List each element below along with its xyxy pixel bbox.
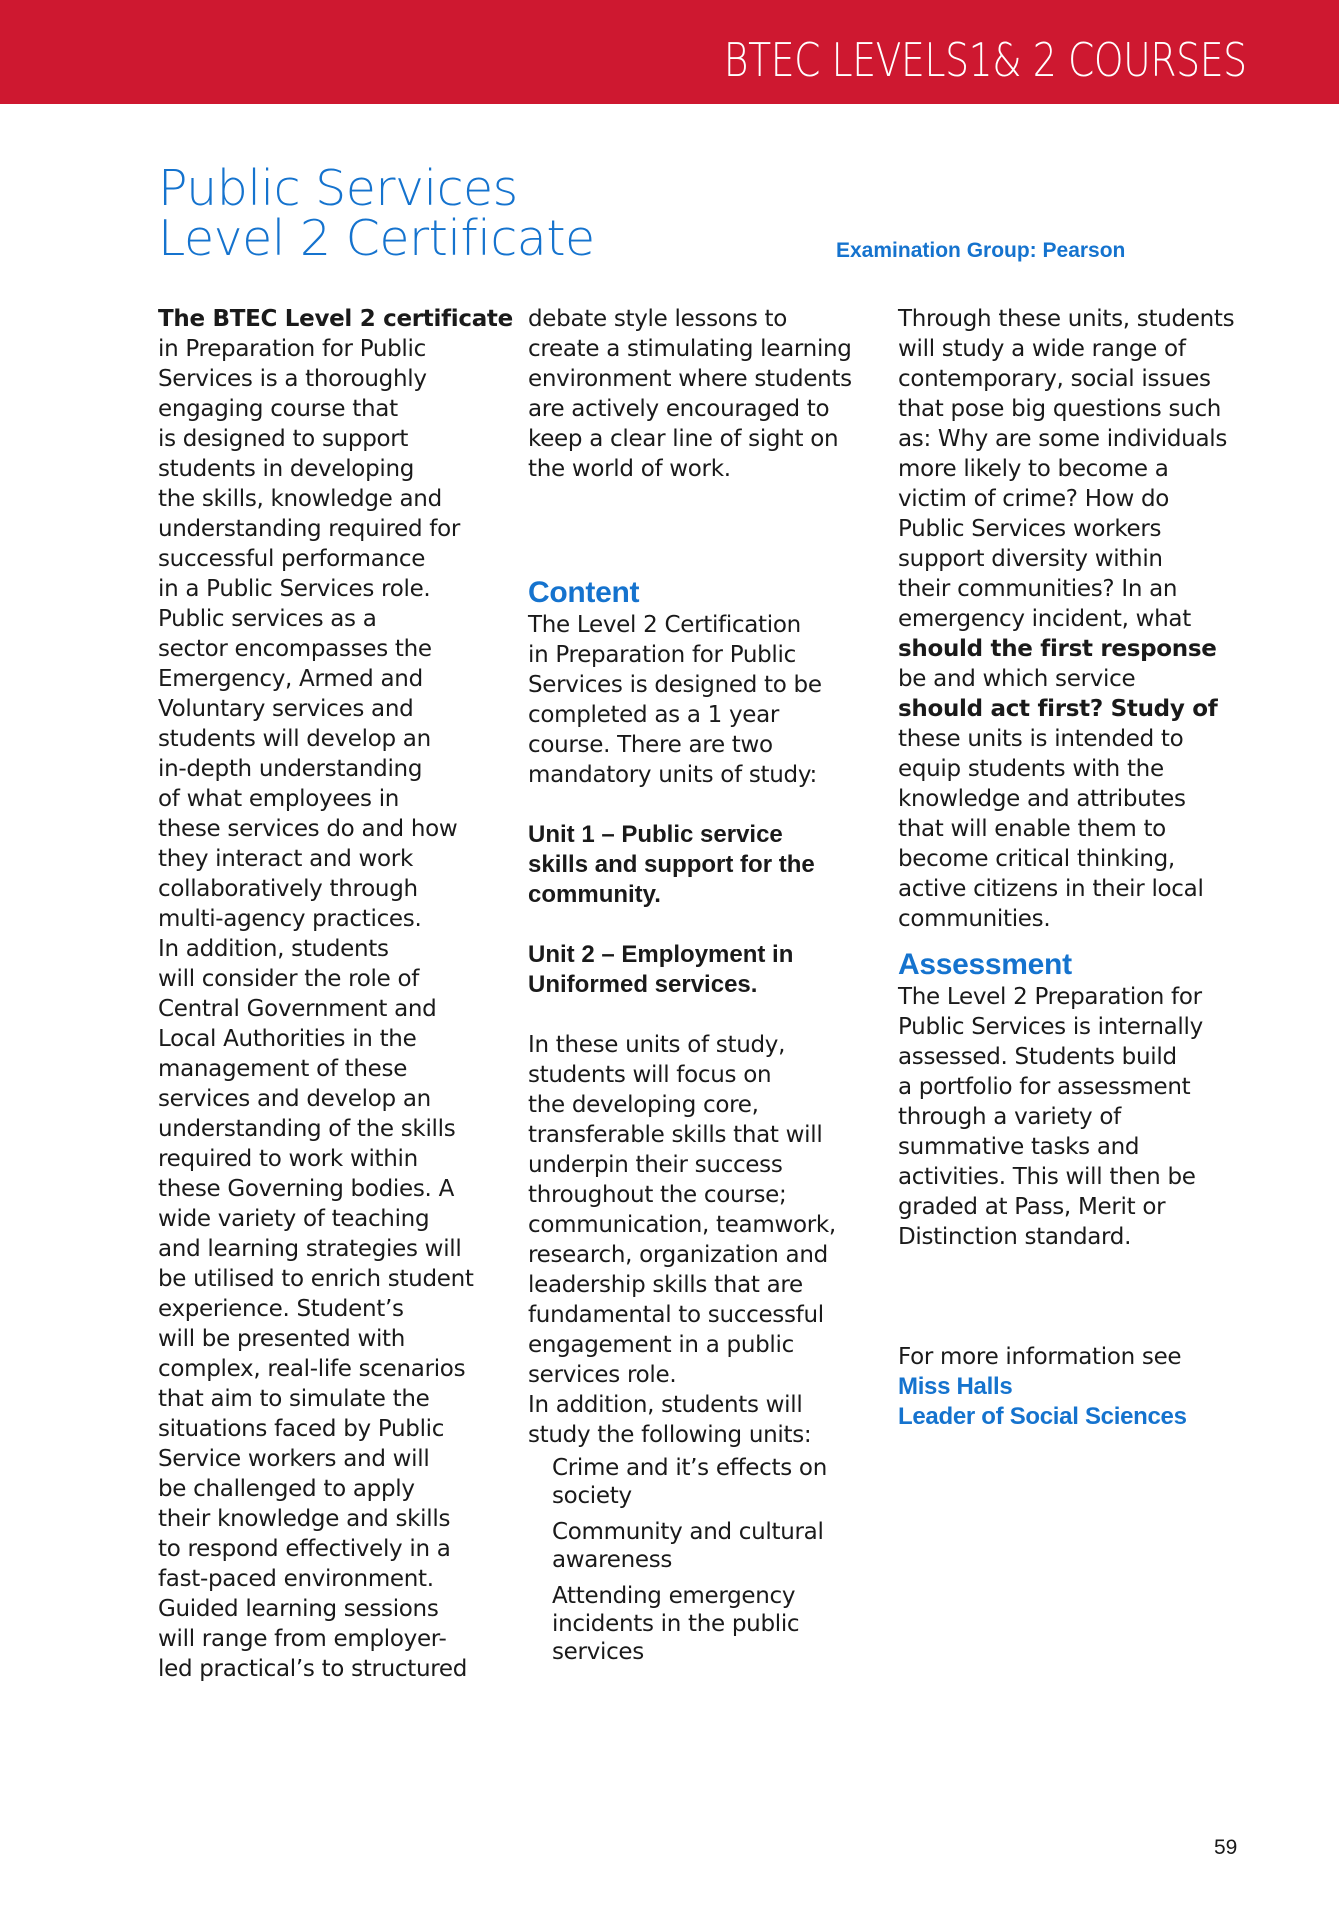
text-line: activities. This will then be — [898, 1164, 1196, 1190]
text-line: Unit 2 – Employment in — [528, 941, 794, 968]
issues-paragraph — [898, 304, 1258, 934]
text-line: transferable skills that will — [528, 1122, 823, 1148]
text-line: will consider the role of — [158, 966, 420, 992]
assessment-paragraph — [898, 982, 1258, 1252]
list-item-text: incidents in the public — [552, 1611, 800, 1637]
intro-continuation — [528, 304, 883, 484]
text-line: Voluntary services and — [158, 696, 414, 722]
unit-2-title — [528, 940, 883, 1000]
text-line: Public Services workers — [898, 516, 1162, 542]
list-item — [552, 1582, 883, 1666]
column-1-body — [158, 304, 513, 1684]
text-line: is designed to support — [158, 426, 409, 452]
text-line: the skills, knowledge and — [158, 486, 442, 512]
text-line: In addition, students — [158, 936, 389, 962]
text-line: these services do and how — [158, 816, 458, 842]
text-line: debate style lessons to — [528, 306, 788, 332]
text-line: The BTEC Level 2 certificate — [158, 306, 513, 332]
contact-name-link[interactable]: Miss Halls — [898, 1373, 1013, 1400]
header-banner — [0, 0, 1339, 104]
text-line: active citizens in their local — [898, 876, 1204, 902]
text-line: throughout the course; — [528, 1182, 787, 1208]
text-line: fundamental to successful — [528, 1302, 824, 1328]
page-number: 59 — [1214, 1836, 1238, 1859]
text-line: in Preparation for Public — [158, 336, 426, 362]
spacer — [898, 1252, 1258, 1342]
spacer — [528, 484, 883, 576]
text-line: The Level 2 Preparation for — [898, 984, 1202, 1010]
text-line: successful performance — [158, 546, 426, 572]
text-line: in-depth understanding — [158, 756, 423, 782]
text-line: these units is intended to — [898, 726, 1184, 752]
column-3-body — [898, 304, 1258, 1432]
page-title-line-1: Public Services — [158, 160, 518, 217]
text-line: equip students with the — [898, 756, 1164, 782]
text-line: students will focus on — [528, 1062, 772, 1088]
text-line: create a stimulating learning — [528, 336, 852, 362]
text-line: summative tasks and — [898, 1134, 1140, 1160]
text-line: In these units of study, — [528, 1032, 786, 1058]
assessment-heading: Assessment — [898, 948, 1072, 981]
text-line: that aim to simulate the — [158, 1386, 430, 1412]
text-line: as: Why are some individuals — [898, 426, 1228, 452]
text-line: mandatory units of study: — [528, 762, 817, 788]
text-line: services and develop an — [158, 1086, 431, 1112]
text-line: leadership skills that are — [528, 1272, 803, 1298]
page-title-line-2: Level 2 Certificate — [158, 210, 595, 267]
text-line: communication, teamwork, — [528, 1212, 836, 1238]
text-line: understanding required for — [158, 516, 461, 542]
text-line: fast-paced environment. — [158, 1566, 434, 1592]
text-line: in Preparation for Public — [528, 642, 796, 668]
text-line: Guided learning sessions — [158, 1596, 439, 1622]
text-line: they interact and work — [158, 846, 413, 872]
text-line: will study a wide range of — [898, 336, 1186, 362]
text-line: Services is a thoroughly — [158, 366, 427, 392]
text-line: wide variety of teaching — [158, 1206, 430, 1232]
text-line: Distinction standard. — [898, 1224, 1132, 1250]
text-line: contemporary, social issues — [898, 366, 1211, 392]
more-info-label: For more information see — [898, 1344, 1182, 1370]
text-line: support diversity within — [898, 546, 1163, 572]
unit-1-title — [528, 820, 883, 910]
text-line: of what employees in — [158, 786, 400, 812]
text-line: complex, real-life scenarios — [158, 1356, 466, 1382]
text-line: these Governing bodies. A — [158, 1176, 455, 1202]
list-item-text: Community and cultural — [552, 1519, 824, 1545]
text-line: students will develop an — [158, 726, 431, 752]
text-line: underpin their success — [528, 1152, 783, 1178]
text-line: Public services as a — [158, 606, 377, 632]
text-line: emergency incident, what — [898, 606, 1191, 632]
text-line: should act first? Study of — [898, 696, 1218, 722]
text-line: collaboratively through — [158, 876, 418, 902]
text-line: The Level 2 Certification — [528, 612, 801, 638]
text-line: that pose big questions such — [898, 396, 1222, 422]
text-line: be challenged to apply — [158, 1476, 415, 1502]
list-item-text: Attending emergency — [552, 1583, 796, 1609]
text-line: Public Services is internally — [898, 1014, 1203, 1040]
text-line: Central Government and — [158, 996, 437, 1022]
text-line: completed as a 1 year — [528, 702, 780, 728]
text-line: multi-agency practices. — [158, 906, 422, 932]
content-paragraph — [528, 610, 883, 790]
text-line: understanding of the skills — [158, 1116, 456, 1142]
list-item-text: Crime and it’s effects on — [552, 1455, 827, 1481]
text-line: Unit 1 – Public service — [528, 821, 783, 848]
text-line: students in developing — [158, 456, 415, 482]
text-line: management of these — [158, 1056, 408, 1082]
column-2-body — [528, 304, 883, 1674]
text-line: required to work within — [158, 1146, 418, 1172]
text-line: assessed. Students build — [898, 1044, 1177, 1070]
text-line: be and which service — [898, 666, 1136, 692]
text-line: sector encompasses the — [158, 636, 432, 662]
text-line: their communities? In an — [898, 576, 1178, 602]
contact-block — [898, 1342, 1258, 1432]
text-line: Services is designed to be — [528, 672, 822, 698]
text-line: Uniformed services. — [528, 971, 758, 998]
list-item-text: society — [552, 1483, 632, 1509]
text-line: led practical’s to structured — [158, 1656, 468, 1682]
text-line: a portfolio for assessment — [898, 1074, 1191, 1100]
text-line: engaging course that — [158, 396, 398, 422]
banner-title: BTEC LEVELS1& 2 COURSES — [724, 33, 1247, 87]
focus-paragraph — [528, 1030, 883, 1450]
text-line: are actively encouraged to — [528, 396, 830, 422]
text-line: engagement in a public — [528, 1332, 794, 1358]
text-line: research, organization and — [528, 1242, 828, 1268]
text-line: be utilised to enrich student — [158, 1266, 474, 1292]
text-line: become critical thinking, — [898, 846, 1175, 872]
text-line: more likely to become a — [898, 456, 1169, 482]
text-line: victim of crime? How do — [898, 486, 1170, 512]
text-line: communities. — [898, 906, 1051, 932]
examination-group: Examination Group: Pearson — [836, 239, 1126, 262]
text-line: should the first response — [898, 636, 1217, 662]
text-line: graded at Pass, Merit or — [898, 1194, 1166, 1220]
text-line: community. — [528, 881, 661, 908]
text-line: that will enable them to — [898, 816, 1166, 842]
text-line: Service workers and will — [158, 1446, 430, 1472]
text-line: knowledge and attributes — [898, 786, 1186, 812]
content-heading: Content — [528, 576, 640, 609]
text-line: Through these units, students — [898, 306, 1235, 332]
text-line: their knowledge and skills — [158, 1506, 451, 1532]
optional-units-list — [528, 1454, 883, 1666]
spacer — [528, 790, 883, 820]
page-title — [158, 160, 595, 267]
text-line: course. There are two — [528, 732, 773, 758]
spacer — [898, 934, 1258, 948]
text-line: through a variety of — [898, 1104, 1121, 1130]
text-line: In addition, students will — [528, 1392, 803, 1418]
contact-role-link[interactable]: Leader of Social Sciences — [898, 1403, 1187, 1430]
text-line: the developing core, — [528, 1092, 759, 1118]
text-line: situations faced by Public — [158, 1416, 445, 1442]
text-line: experience. Student’s — [158, 1296, 404, 1322]
list-item-text: services — [552, 1639, 644, 1665]
spacer — [528, 910, 883, 940]
text-line: Local Authorities in the — [158, 1026, 417, 1052]
spacer — [528, 1000, 883, 1030]
list-item — [552, 1454, 883, 1510]
list-item — [552, 1518, 883, 1574]
list-item-text: awareness — [552, 1547, 673, 1573]
text-line: will range from employer- — [158, 1626, 447, 1652]
text-line: services role. — [528, 1362, 677, 1388]
text-line: Emergency, Armed and — [158, 666, 423, 692]
text-line: the world of work. — [528, 456, 731, 482]
text-line: study the following units: — [528, 1422, 812, 1448]
text-line: environment where students — [528, 366, 852, 392]
text-line: in a Public Services role. — [158, 576, 431, 602]
text-line: will be presented with — [158, 1326, 406, 1352]
text-line: keep a clear line of sight on — [528, 426, 839, 452]
text-line: and learning strategies will — [158, 1236, 462, 1262]
text-line: skills and support for the — [528, 851, 815, 878]
text-line: to respond effectively in a — [158, 1536, 451, 1562]
